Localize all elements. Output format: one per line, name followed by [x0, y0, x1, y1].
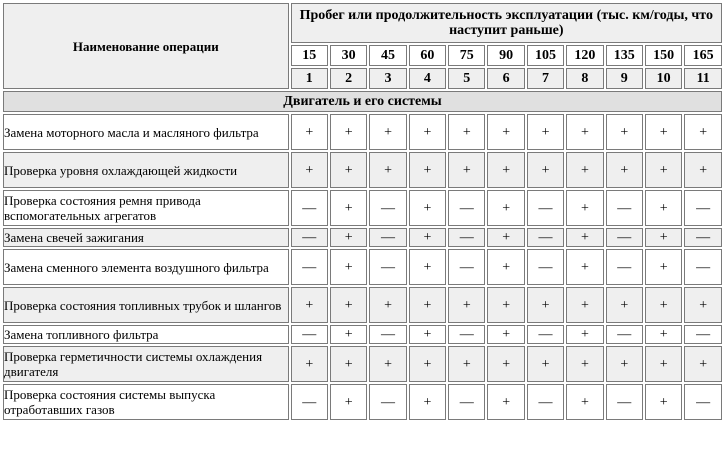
schedule-mark: — [369, 249, 406, 285]
schedule-mark: + [566, 114, 603, 150]
schedule-mark: + [645, 152, 682, 188]
schedule-mark: + [487, 228, 524, 247]
operation-name: Проверка герметичности системы охлаждения двигателя [3, 346, 289, 382]
km-cell: 150 [645, 45, 682, 66]
schedule-mark: + [448, 114, 485, 150]
maintenance-schedule-table [1, 1, 724, 422]
schedule-mark: + [684, 287, 722, 323]
schedule-mark: + [606, 152, 643, 188]
schedule-mark: + [330, 384, 367, 420]
schedule-mark: + [369, 287, 406, 323]
schedule-mark: + [487, 287, 524, 323]
schedule-mark: — [369, 190, 406, 226]
schedule-mark: + [291, 152, 328, 188]
schedule-mark: + [487, 384, 524, 420]
schedule-mark: + [448, 152, 485, 188]
schedule-mark: + [487, 114, 524, 150]
schedule-mark: + [645, 325, 682, 344]
schedule-mark: + [409, 249, 446, 285]
schedule-mark: — [606, 384, 643, 420]
index-cell: 2 [330, 68, 367, 89]
schedule-mark: + [487, 346, 524, 382]
schedule-mark: + [566, 249, 603, 285]
operation-name: Замена моторного масла и масляного фильтра [3, 114, 289, 150]
schedule-mark: — [527, 325, 564, 344]
schedule-mark: + [684, 152, 722, 188]
schedule-mark: — [684, 228, 722, 247]
schedule-mark: + [330, 325, 367, 344]
schedule-mark: + [645, 249, 682, 285]
schedule-mark: — [291, 249, 328, 285]
schedule-mark: — [369, 228, 406, 247]
index-cell: 5 [448, 68, 485, 89]
km-cell: 15 [291, 45, 328, 66]
table-body [3, 91, 722, 420]
operation-name: Замена топливного фильтра [3, 325, 289, 344]
schedule-mark: — [527, 249, 564, 285]
schedule-mark: + [684, 114, 722, 150]
schedule-mark: — [527, 228, 564, 247]
km-cell: 60 [409, 45, 446, 66]
schedule-mark: + [330, 114, 367, 150]
schedule-mark: — [448, 190, 485, 226]
km-cell: 30 [330, 45, 367, 66]
schedule-mark: + [448, 287, 485, 323]
schedule-mark: + [369, 114, 406, 150]
schedule-mark: + [487, 152, 524, 188]
table-row [3, 384, 722, 420]
table-row [3, 114, 722, 150]
schedule-mark: + [291, 114, 328, 150]
schedule-mark: + [566, 287, 603, 323]
table-row [3, 346, 722, 382]
schedule-mark: + [645, 287, 682, 323]
index-cell: 1 [291, 68, 328, 89]
operation-name: Проверка состояния системы выпуска отработавших газов [3, 384, 289, 420]
schedule-mark: + [566, 384, 603, 420]
schedule-mark: + [330, 287, 367, 323]
schedule-mark: — [291, 325, 328, 344]
table-row [3, 152, 722, 188]
schedule-mark: — [684, 325, 722, 344]
table-row [3, 325, 722, 344]
schedule-mark: + [487, 190, 524, 226]
schedule-mark: + [330, 346, 367, 382]
schedule-mark: + [409, 384, 446, 420]
schedule-mark: + [330, 190, 367, 226]
schedule-mark: — [291, 228, 328, 247]
schedule-mark: + [448, 346, 485, 382]
index-cell: 4 [409, 68, 446, 89]
operation-name: Проверка уровня охлаждающей жидкости [3, 152, 289, 188]
mileage-column-header: Пробег или продолжительность эксплуатации (тыс. км/годы, что наступит раньше) [291, 3, 722, 43]
schedule-mark: + [566, 325, 603, 344]
km-cell: 45 [369, 45, 406, 66]
schedule-mark: — [448, 384, 485, 420]
schedule-mark: + [606, 346, 643, 382]
operation-name: Проверка состояния ремня привода вспомогательных агрегатов [3, 190, 289, 226]
schedule-mark: — [448, 228, 485, 247]
schedule-mark: + [330, 152, 367, 188]
schedule-mark: + [527, 152, 564, 188]
schedule-mark: — [369, 325, 406, 344]
schedule-mark: — [527, 384, 564, 420]
schedule-mark: + [566, 152, 603, 188]
index-cell: 9 [606, 68, 643, 89]
schedule-mark: + [645, 190, 682, 226]
km-cell: 105 [527, 45, 564, 66]
operation-name: Замена сменного элемента воздушного фильтра [3, 249, 289, 285]
schedule-mark: — [606, 190, 643, 226]
schedule-mark: — [606, 228, 643, 247]
schedule-mark: + [330, 249, 367, 285]
schedule-mark: + [527, 287, 564, 323]
schedule-mark: + [566, 346, 603, 382]
section-header: Двигатель и его системы [3, 91, 722, 112]
schedule-mark: + [330, 228, 367, 247]
schedule-mark: — [606, 325, 643, 344]
schedule-mark: — [291, 190, 328, 226]
schedule-mark: + [409, 114, 446, 150]
schedule-mark: — [448, 325, 485, 344]
schedule-mark: + [606, 287, 643, 323]
schedule-mark: + [369, 152, 406, 188]
schedule-mark: + [684, 346, 722, 382]
schedule-mark: + [645, 228, 682, 247]
schedule-mark: + [606, 114, 643, 150]
schedule-mark: + [409, 190, 446, 226]
table-row [3, 190, 722, 226]
km-cell: 135 [606, 45, 643, 66]
operation-column-header: Наименование операции [3, 3, 289, 89]
operation-name: Замена свечей зажигания [3, 228, 289, 247]
schedule-mark: — [448, 249, 485, 285]
operation-name: Проверка состояния топливных трубок и шлангов [3, 287, 289, 323]
table-row [3, 287, 722, 323]
schedule-mark: + [409, 287, 446, 323]
schedule-mark: + [409, 152, 446, 188]
km-cell: 90 [487, 45, 524, 66]
schedule-mark: + [645, 346, 682, 382]
schedule-mark: — [369, 384, 406, 420]
schedule-mark: — [684, 384, 722, 420]
schedule-mark: + [409, 346, 446, 382]
index-cell: 8 [566, 68, 603, 89]
schedule-mark: + [566, 228, 603, 247]
schedule-mark: — [606, 249, 643, 285]
schedule-mark: + [487, 249, 524, 285]
schedule-mark: + [527, 346, 564, 382]
schedule-mark: — [684, 249, 722, 285]
index-cell: 3 [369, 68, 406, 89]
table-row [3, 228, 722, 247]
index-cell: 7 [527, 68, 564, 89]
schedule-mark: — [527, 190, 564, 226]
schedule-mark: + [291, 287, 328, 323]
km-cell: 120 [566, 45, 603, 66]
table-row [3, 249, 722, 285]
schedule-mark: + [487, 325, 524, 344]
index-cell: 10 [645, 68, 682, 89]
schedule-mark: + [645, 114, 682, 150]
schedule-mark: + [369, 346, 406, 382]
index-cell: 11 [684, 68, 722, 89]
table-header [3, 3, 722, 89]
schedule-mark: + [409, 325, 446, 344]
schedule-mark: — [291, 384, 328, 420]
schedule-mark: + [527, 114, 564, 150]
schedule-mark: + [409, 228, 446, 247]
schedule-mark: + [291, 346, 328, 382]
index-cell: 6 [487, 68, 524, 89]
schedule-mark: + [566, 190, 603, 226]
schedule-mark: — [684, 190, 722, 226]
km-cell: 165 [684, 45, 722, 66]
km-cell: 75 [448, 45, 485, 66]
schedule-mark: + [645, 384, 682, 420]
